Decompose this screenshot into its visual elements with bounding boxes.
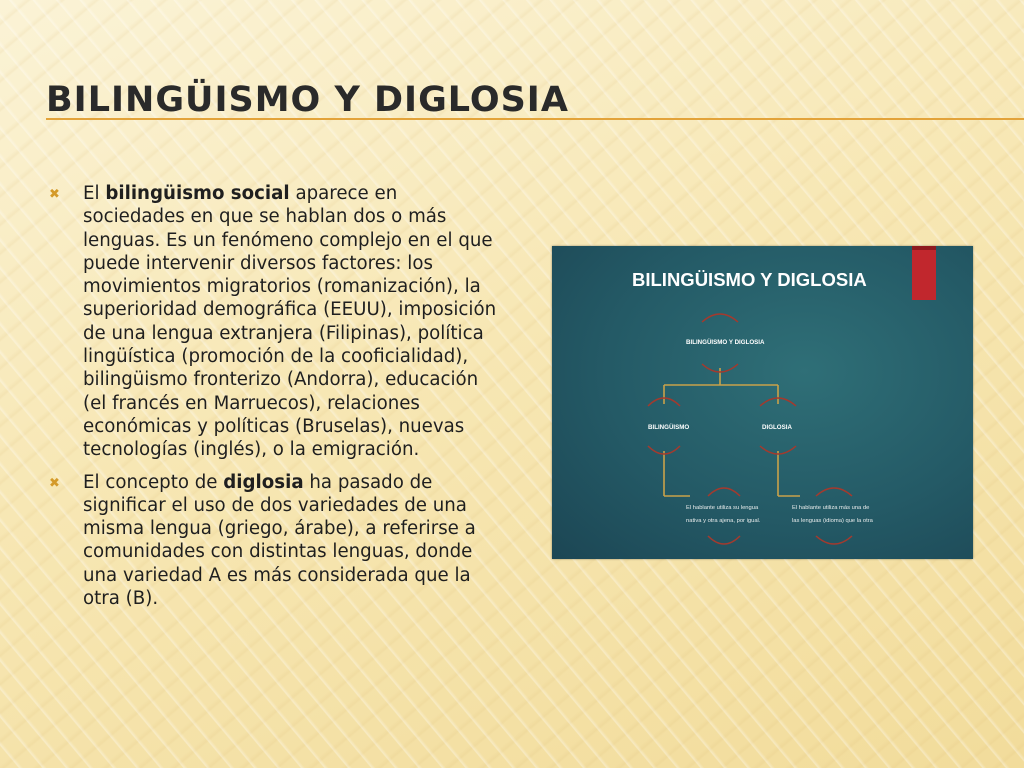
diagram-node-root: BILINGÜISMO Y DIGLOSIA xyxy=(686,339,765,346)
bullet-text-bold: bilingüismo social xyxy=(105,183,290,204)
x-mark-icon: ✖ xyxy=(49,187,60,202)
bullet-text-body: ha pasado de significar el uso de dos variedades de una misma lengua (griego, árabe), a referirse a comunidades con distintas lenguas, donde una variedad A es más considerada que la otra (B). xyxy=(83,471,476,610)
diagram-node-diglosia: DIGLOSIA xyxy=(762,424,792,431)
bullet-text-body: aparece en sociedades en que se hablan dos o más lenguas. Es un fenómeno complejo en el que puede intervenir diversos factores: los movimientos migratorios (romanización), la superioridad demográfica (EEUU), imposición de una lengua extranjera (Filipinas), política lingüística (promoción de la cooficialidad), bilingüismo fronterizo (Andorra), educación (el francés en Marruecos), relaciones económicas y políticas (Bruselas), nuevas tecnologías (inglés), o la emigración. xyxy=(83,183,497,461)
diagram-leaf-right-line1: El hablante utiliza más una de xyxy=(792,505,870,511)
bullet-text-bold: diglosia xyxy=(223,471,304,493)
bullet-item-bilinguismo xyxy=(46,182,501,462)
bullet-text-prefix: El xyxy=(83,183,106,204)
x-mark-icon: ✖ xyxy=(49,475,60,491)
diagram-leaf-right-line2: las lenguas (idioma) que la otra xyxy=(792,518,873,524)
bullet-item-diglosia xyxy=(46,471,501,611)
bullet-text-prefix: El concepto de xyxy=(83,471,224,493)
diagram-title: BILINGÜISMO Y DIGLOSIA xyxy=(632,269,867,290)
diagram-leaf-left-line2: nativa y otra ajena, por igual. xyxy=(686,518,761,524)
diagram-leaf-left-line1: El hablante utiliza su lengua xyxy=(686,505,759,511)
slide-title: BILINGÜISMO Y DIGLOSIA xyxy=(46,80,569,120)
diagram-connectors xyxy=(664,368,800,496)
diagram-red-tab xyxy=(912,246,936,300)
bullet-list xyxy=(46,182,501,619)
diagram-node-bilinguismo: BILINGÜISMO xyxy=(648,424,690,431)
title-underline xyxy=(46,118,1024,120)
diagram-image xyxy=(552,246,973,559)
